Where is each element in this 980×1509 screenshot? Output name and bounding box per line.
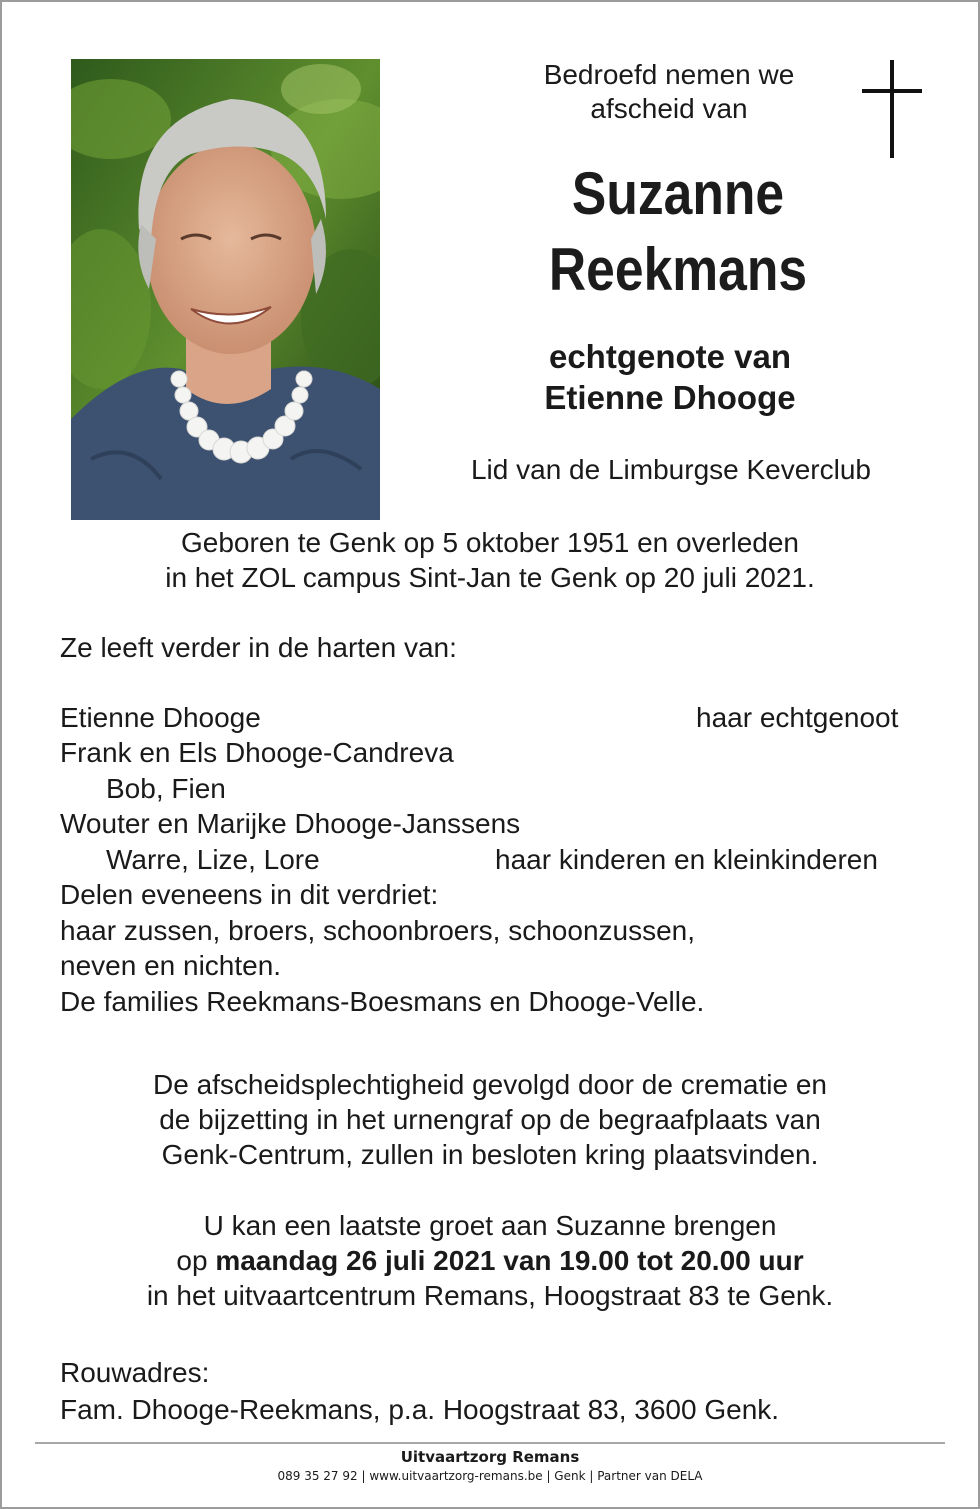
ceremony-line: de bijzetting in het urnengraf op de begraafplaats van: [159, 1104, 821, 1135]
survivor-line: Warre, Lize, Lore: [106, 844, 320, 875]
survivor-line: neven en nichten.: [60, 950, 282, 981]
address-line: Fam. Dhooge-Reekmans, p.a. Hoogstraat 83, 3600 Genk.: [60, 1394, 780, 1425]
ceremony-line: De afscheidsplechtigheid gevolgd door de crematie en: [153, 1069, 827, 1100]
footer-company: Uitvaartzorg Remans: [400, 1448, 580, 1466]
relation-children: haar kinderen en kleinkinderen: [495, 844, 878, 875]
relation-spouse: haar echtgenoot: [696, 702, 899, 733]
survivor-line: haar zussen, broers, schoonbroers, schoonzussen,: [60, 915, 696, 946]
survivor-line: Frank en Els Dhooge-Candreva: [60, 737, 454, 768]
cross-icon: [862, 60, 924, 158]
intro-text: [470, 58, 868, 126]
spouse-info: [470, 336, 870, 418]
spouse-name: Etienne Dhooge: [544, 379, 796, 416]
survivors-heading: Ze leeft verder in de harten van:: [60, 632, 457, 663]
born-line: Geboren te Genk op 5 oktober 1951 en overleden: [181, 527, 799, 558]
born-line: in het ZOL campus Sint-Jan te Genk op 20 juli 2021.: [165, 562, 815, 593]
footer-contact: 089 35 27 92 | www.uitvaartzorg-remans.be | Genk | Partner van DELA: [277, 1469, 703, 1483]
deceased-name: [497, 156, 858, 308]
visit-line: U kan een laatste groet aan Suzanne brengen: [203, 1210, 777, 1241]
intro-line: Bedroefd nemen we: [543, 59, 795, 90]
birth-death-info: [60, 525, 920, 595]
ceremony-text: [60, 1067, 920, 1172]
survivor-line: Bob, Fien: [106, 773, 226, 804]
ceremony-line: Genk-Centrum, zullen in besloten kring plaatsvinden.: [161, 1139, 819, 1170]
survivor-line: Wouter en Marijke Dhooge-Janssens: [60, 808, 521, 839]
survivor-line: Etienne Dhooge: [60, 702, 261, 733]
membership-text: Lid van de Limburgse Keverclub: [470, 454, 871, 485]
portrait-photo: [71, 59, 380, 520]
address-heading: Rouwadres:: [60, 1357, 210, 1388]
intro-line: afscheid van: [590, 93, 748, 124]
spouse-relation: echtgenote van: [548, 338, 792, 375]
last-name: Reekmans: [548, 236, 808, 303]
visit-line-date: [60, 1243, 920, 1278]
visit-prefix: op: [176, 1245, 216, 1276]
survivor-line: De families Reekmans-Boesmans en Dhooge-Velle.: [60, 986, 705, 1017]
survivor-line: Delen eveneens in dit verdriet:: [60, 879, 439, 910]
visit-info: [60, 1208, 920, 1313]
first-name: Suzanne: [571, 160, 785, 227]
visit-line: in het uitvaartcentrum Remans, Hoogstraat 83 te Genk.: [146, 1280, 834, 1311]
footer-divider: [35, 1442, 945, 1444]
visit-datetime: maandag 26 juli 2021 van 19.00 tot 20.00 uur: [215, 1245, 804, 1276]
